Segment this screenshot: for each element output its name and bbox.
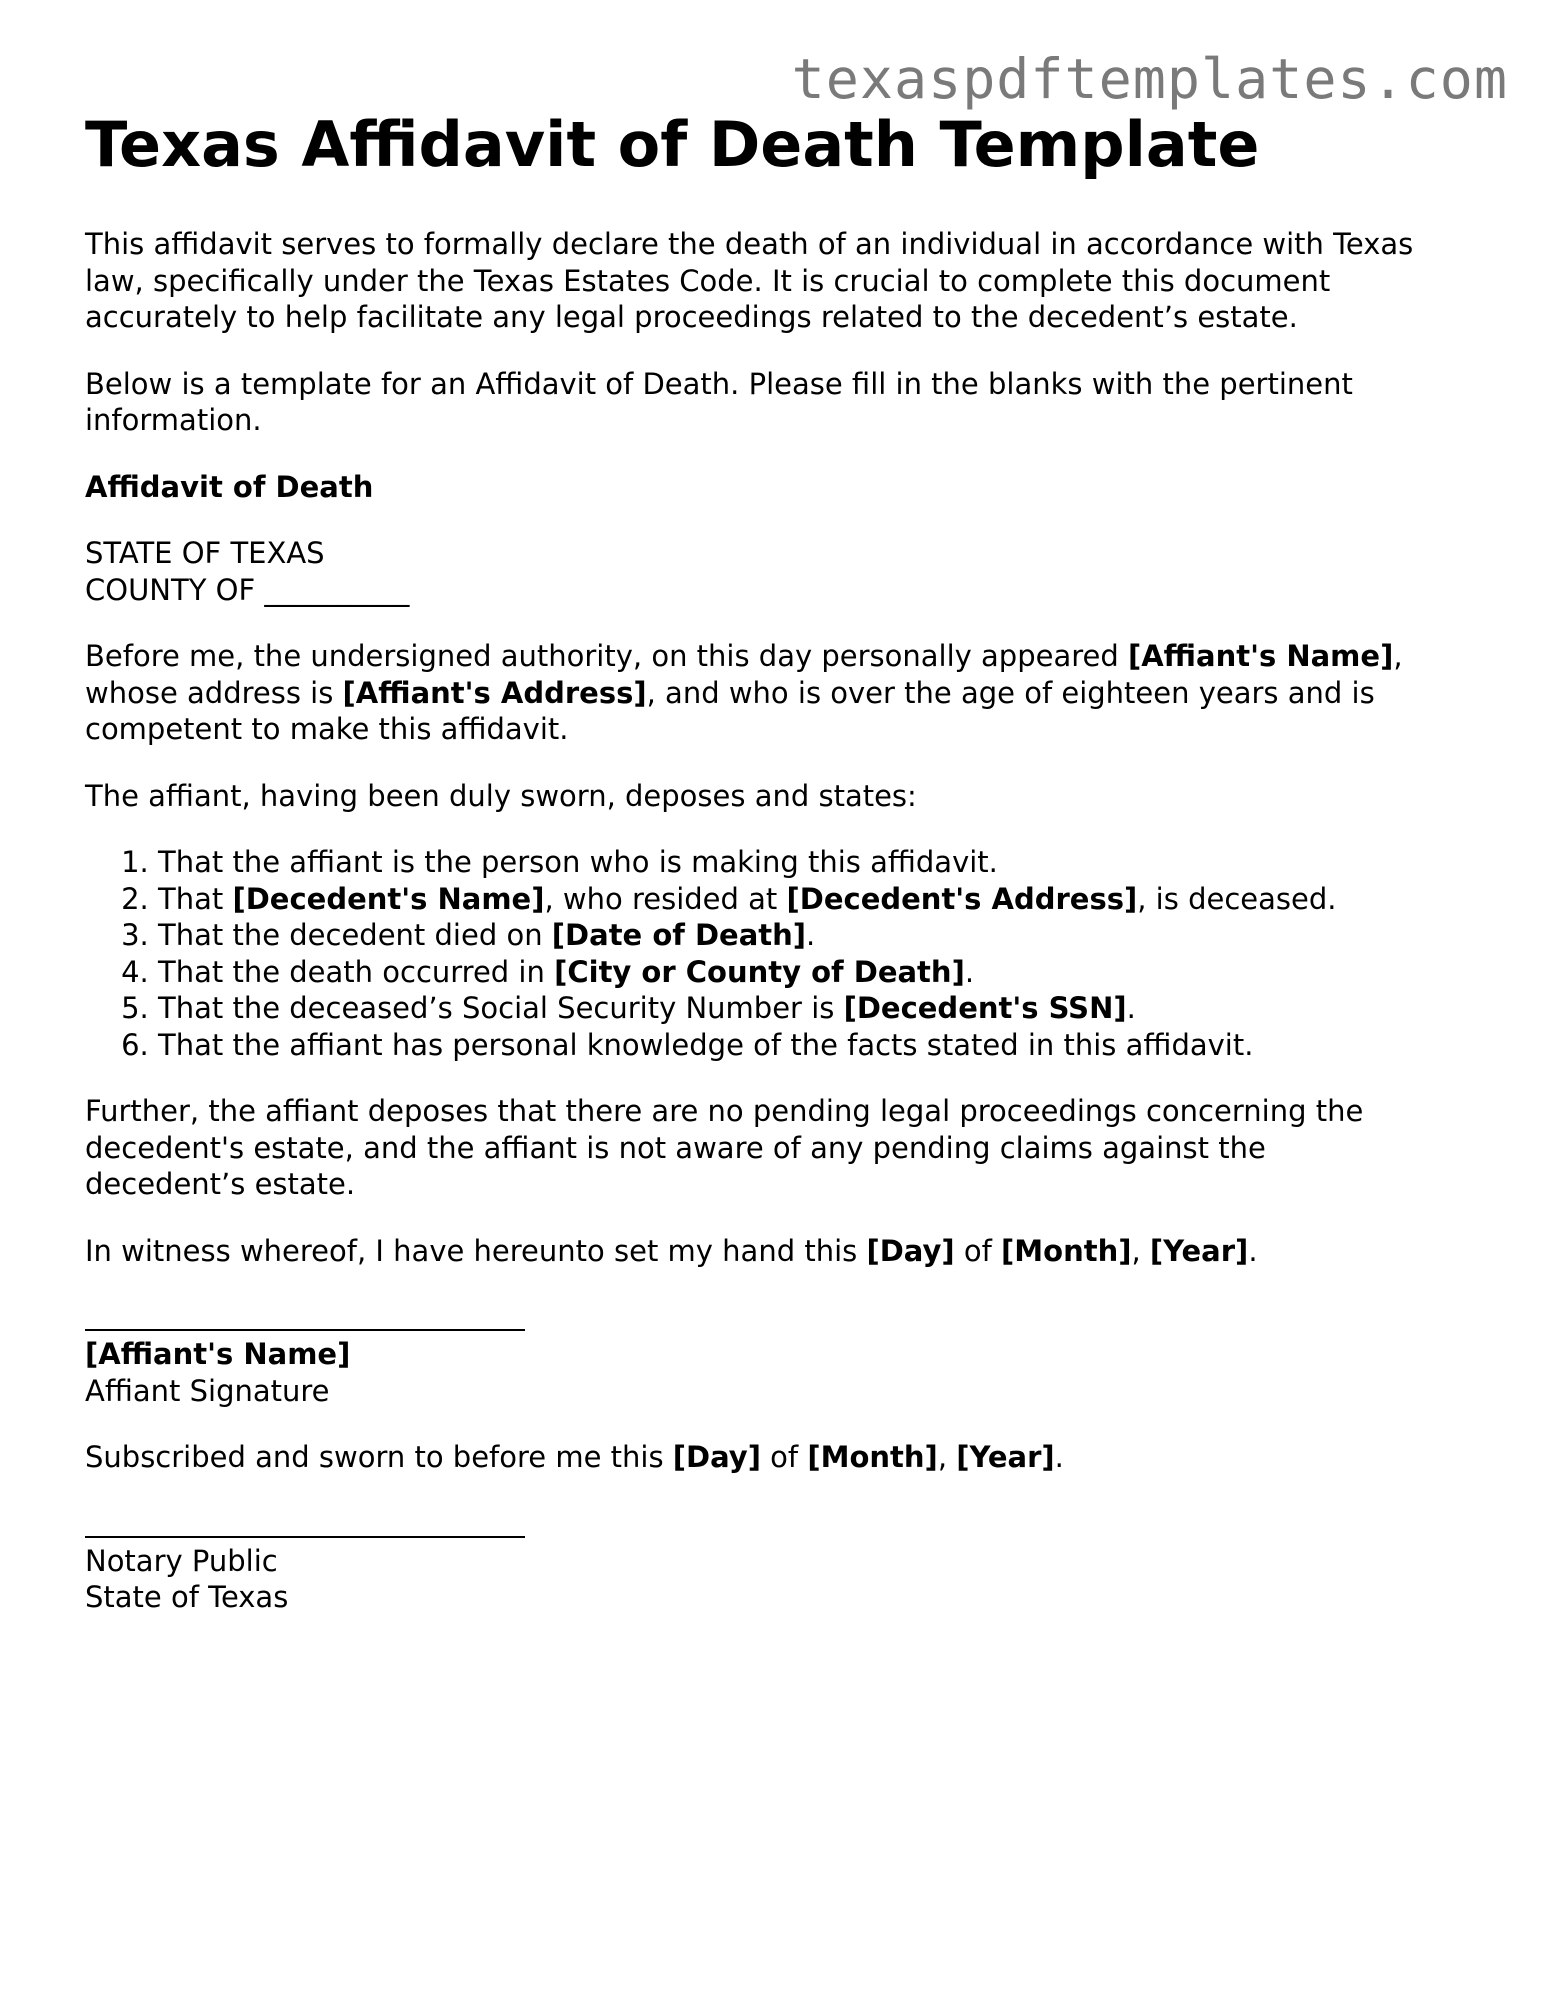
statement-3 <box>158 917 1485 954</box>
affiant-signature-line[interactable] <box>85 1299 525 1331</box>
decedent-address-placeholder: [Decedent's Address] <box>786 881 1138 916</box>
statement-2-text-c: , is deceased. <box>1137 881 1337 916</box>
state-line: STATE OF TEXAS <box>85 536 325 570</box>
decedent-ssn-placeholder: [Decedent's SSN] <box>843 991 1127 1025</box>
intro-paragraph-2: Below is a template for an Affidavit of Death. Please fill in the blanks with the pertinent information. <box>85 366 1353 437</box>
statement-2-text-b: , who resided at <box>544 881 787 916</box>
notary-signature-line[interactable] <box>85 1506 525 1538</box>
subscribed-text-2: of <box>760 1440 808 1474</box>
statement-6-text: That the affiant has personal knowledge of the facts stated in this affidavit. <box>158 1027 1254 1062</box>
further-paragraph: Further, the affiant deposes that there are no pending legal proceedings concerning the decedent's estate, and the affiant is not aware of any pending claims against the decedent’s estate. <box>85 1094 1364 1201</box>
affiant-signature-block <box>85 1299 1485 1409</box>
witness-paragraph <box>85 1233 1485 1270</box>
date-of-death-placeholder: [Date of Death] <box>551 918 807 952</box>
subscribed-text-1: Subscribed and sworn to before me this <box>85 1440 673 1474</box>
statement-2 <box>158 881 1485 918</box>
statement-2-text-a: That <box>158 881 233 916</box>
form-heading: Affidavit of Death <box>85 469 374 504</box>
witness-year-placeholder: [Year] <box>1149 1233 1249 1268</box>
page-title: Texas Affidavit of Death Template <box>85 108 1260 181</box>
sworn-intro: The affiant, having been duly sworn, deposes and states: <box>85 778 917 813</box>
notary-state: State of Texas <box>85 1580 289 1614</box>
statement-5-text-b: . <box>1126 991 1136 1025</box>
statement-4-text-a: That the death occurred in <box>158 954 555 989</box>
subscribed-year-placeholder: [Year] <box>956 1440 1055 1474</box>
witness-text-4: . <box>1248 1233 1258 1268</box>
statement-5 <box>158 990 1485 1027</box>
appearance-text-1: Before me, the undersigned authority, on this day personally appeared <box>85 639 1128 673</box>
witness-text-1: In witness whereof, I have hereunto set my hand this <box>85 1233 867 1268</box>
intro-paragraph-1: This affidavit serves to formally declare the death of an individual in accordance with Texas law, specifically under the Texas Estates Code. It is crucial to complete this document accurately to help facilitate any legal proceedings related to the decedent’s estate. <box>85 227 1414 334</box>
appearance-text-3: , and who is over the age of eighteen years and is competent to make this affidavit. <box>85 675 1375 746</box>
statement-5-text-a: That the deceased’s Social Security Number is <box>158 991 844 1025</box>
affiant-address-placeholder: [Affiant's Address] <box>342 675 647 710</box>
subscribed-month-placeholder: [Month] <box>807 1440 938 1474</box>
statement-3-text-b: . <box>806 918 816 952</box>
watermark-text: texaspdftemplates.com <box>791 47 1508 111</box>
notary-signature-block <box>85 1506 1485 1616</box>
witness-text-3: , <box>1131 1233 1150 1268</box>
document-body <box>85 108 1485 1646</box>
subscribed-text-3: , <box>937 1440 957 1474</box>
county-line: COUNTY OF __________ <box>85 572 410 607</box>
subscribed-day-placeholder: [Day] <box>672 1440 761 1474</box>
notary-label: Notary Public <box>85 1543 278 1578</box>
statement-4-text-b: . <box>964 954 975 989</box>
statements-list <box>85 844 1485 1063</box>
statement-1-text: That the affiant is the person who is making this affidavit. <box>158 845 998 879</box>
statement-4 <box>158 954 1485 991</box>
decedent-name-placeholder: [Decedent's Name] <box>232 881 545 916</box>
witness-day-placeholder: [Day] <box>866 1233 955 1268</box>
subscribed-text-4: . <box>1054 1440 1064 1474</box>
place-of-death-placeholder: [City or County of Death] <box>554 954 965 989</box>
statement-1 <box>158 844 1485 881</box>
witness-month-placeholder: [Month] <box>1001 1233 1132 1268</box>
appearance-paragraph <box>85 638 1485 748</box>
affiant-signature-name: [Affiant's Name] <box>85 1337 351 1371</box>
venue-block <box>85 535 1485 608</box>
affiant-name-placeholder: [Affiant's Name] <box>1127 639 1394 673</box>
affiant-signature-label: Affiant Signature <box>85 1373 330 1408</box>
statement-3-text-a: That the decedent died on <box>158 918 552 952</box>
witness-text-2: of <box>954 1233 1002 1268</box>
statement-6 <box>158 1027 1485 1064</box>
subscribed-paragraph <box>85 1439 1485 1476</box>
appearance-text-2: , whose address is <box>85 639 1403 710</box>
